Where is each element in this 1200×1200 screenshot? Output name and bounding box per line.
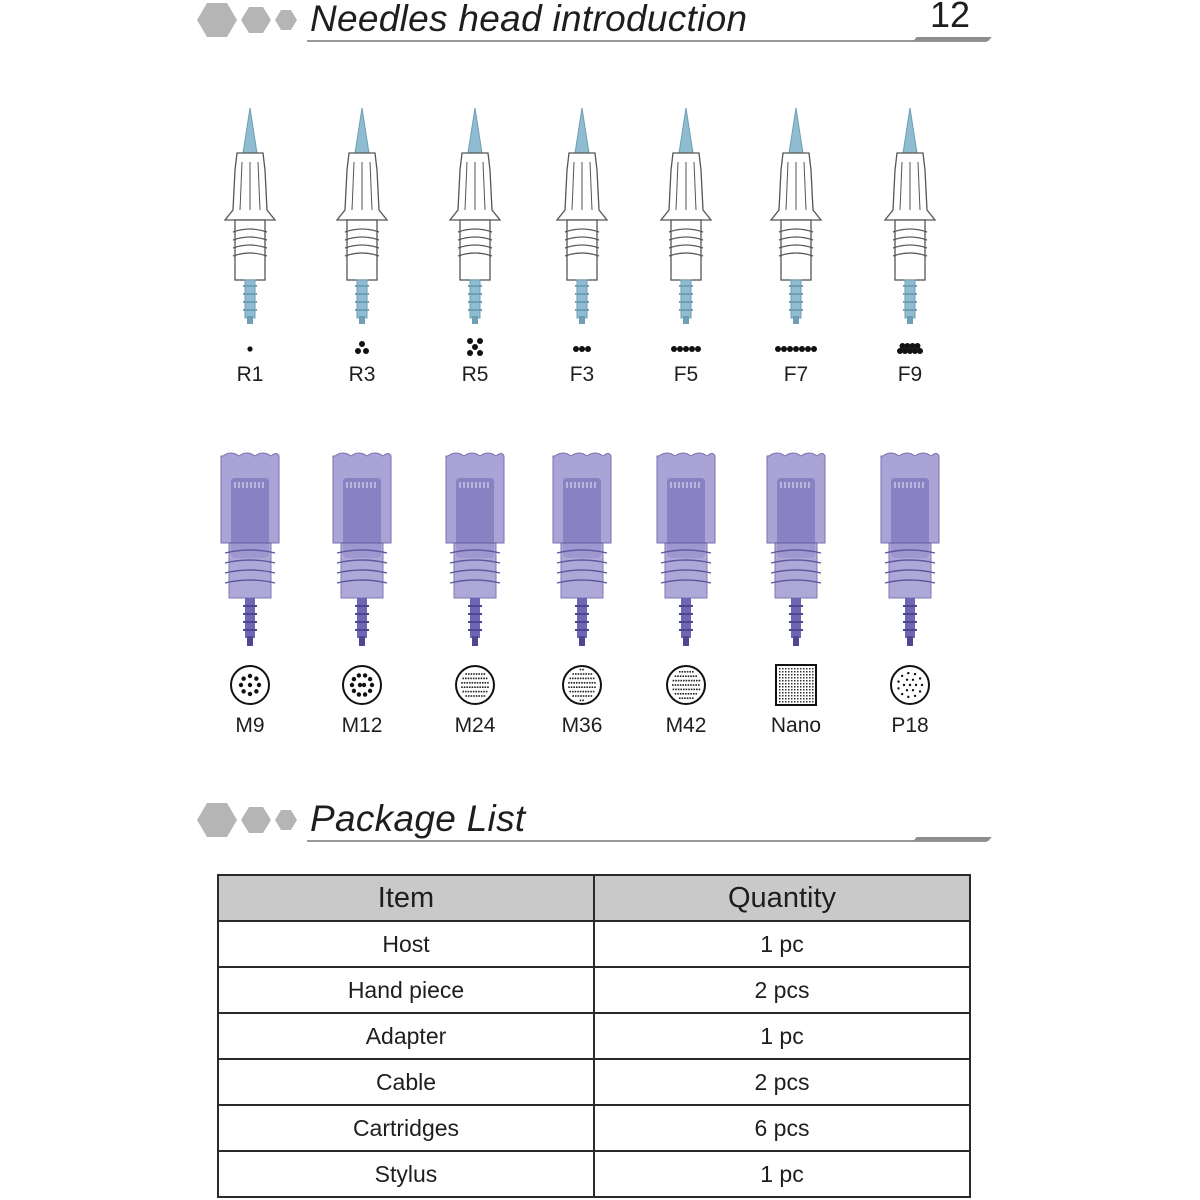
header-rule bbox=[307, 40, 987, 42]
needle-label: F5 bbox=[673, 363, 699, 386]
item-cell: Cable bbox=[218, 1059, 594, 1105]
needle-label: R3 bbox=[348, 363, 376, 386]
page-title: Needles head introduction bbox=[310, 0, 748, 39]
table-row bbox=[218, 1151, 970, 1197]
header-rule bbox=[307, 840, 987, 842]
needle-pattern-icon bbox=[220, 337, 280, 359]
item-cell: Adapter bbox=[218, 1013, 594, 1059]
needle-pattern-icon bbox=[445, 337, 505, 359]
needle-item bbox=[307, 448, 417, 738]
needle-label: M9 bbox=[235, 714, 265, 737]
needle-pattern-icon bbox=[766, 337, 826, 359]
section-header-needles bbox=[195, 0, 995, 50]
needle-label: R5 bbox=[461, 363, 489, 386]
needle-item bbox=[741, 100, 851, 387]
page-number: 12 bbox=[930, 0, 971, 35]
column-header-quantity: Quantity bbox=[594, 875, 970, 921]
needle-cartridge-icon bbox=[875, 448, 945, 648]
quantity-cell: 6 pcs bbox=[594, 1105, 970, 1151]
table-header-row bbox=[218, 875, 970, 921]
quantity-cell: 2 pcs bbox=[594, 967, 970, 1013]
needle-item bbox=[741, 448, 851, 738]
quantity-cell: 1 pc bbox=[594, 1013, 970, 1059]
needle-item bbox=[855, 448, 965, 738]
needle-label: Nano bbox=[770, 714, 822, 737]
header-rule-accent bbox=[913, 837, 991, 841]
needle-pattern-icon bbox=[656, 337, 716, 359]
needle-item bbox=[195, 100, 305, 387]
needle-item bbox=[420, 448, 530, 738]
needle-label: M36 bbox=[561, 714, 603, 737]
needle-item bbox=[631, 100, 741, 387]
needle-label: M12 bbox=[341, 714, 383, 737]
needle-cartridge-icon bbox=[547, 100, 617, 325]
needle-label: M42 bbox=[665, 714, 707, 737]
needle-item bbox=[420, 100, 530, 387]
needle-label: F9 bbox=[897, 363, 923, 386]
quantity-cell: 1 pc bbox=[594, 921, 970, 967]
section-title: Package List bbox=[310, 798, 526, 839]
needle-cartridge-icon bbox=[215, 448, 285, 648]
table-row bbox=[218, 1013, 970, 1059]
needle-item bbox=[527, 100, 637, 387]
hexagon-decoration-icon bbox=[195, 0, 305, 40]
package-table bbox=[217, 874, 971, 1198]
needle-cartridge-icon bbox=[651, 448, 721, 648]
needle-item bbox=[855, 100, 965, 387]
needle-pattern-icon bbox=[450, 660, 500, 710]
needle-label: F3 bbox=[569, 363, 595, 386]
needle-pattern-icon bbox=[225, 660, 275, 710]
needle-cartridge-icon bbox=[761, 448, 831, 648]
table-row bbox=[218, 1105, 970, 1151]
needle-item bbox=[195, 448, 305, 738]
needle-pattern-icon bbox=[332, 337, 392, 359]
section-header-package bbox=[195, 800, 995, 850]
needle-item bbox=[527, 448, 637, 738]
column-header-item: Item bbox=[218, 875, 594, 921]
needle-cartridge-icon bbox=[215, 100, 285, 325]
item-cell: Cartridges bbox=[218, 1105, 594, 1151]
table-row bbox=[218, 1059, 970, 1105]
needle-pattern-icon bbox=[885, 660, 935, 710]
needle-label: R1 bbox=[236, 363, 264, 386]
needle-cartridge-icon bbox=[440, 100, 510, 325]
needle-pattern-icon bbox=[557, 660, 607, 710]
quantity-cell: 2 pcs bbox=[594, 1059, 970, 1105]
header-rule-accent bbox=[913, 37, 991, 41]
needle-cartridge-icon bbox=[761, 100, 831, 325]
needle-cartridge-icon bbox=[875, 100, 945, 325]
needle-item bbox=[307, 100, 417, 387]
quantity-cell: 1 pc bbox=[594, 1151, 970, 1197]
item-cell: Hand piece bbox=[218, 967, 594, 1013]
needle-cartridge-icon bbox=[651, 100, 721, 325]
item-cell: Stylus bbox=[218, 1151, 594, 1197]
table-row bbox=[218, 921, 970, 967]
item-cell: Host bbox=[218, 921, 594, 967]
needle-label: P18 bbox=[891, 714, 929, 737]
needle-item bbox=[631, 448, 741, 738]
hexagon-decoration-icon bbox=[195, 800, 305, 840]
needle-cartridge-icon bbox=[327, 100, 397, 325]
needle-pattern-icon bbox=[771, 660, 821, 710]
table-row bbox=[218, 967, 970, 1013]
needle-label: M24 bbox=[454, 714, 496, 737]
needle-label: F7 bbox=[783, 363, 809, 386]
needle-cartridge-icon bbox=[327, 448, 397, 648]
needle-pattern-icon bbox=[552, 337, 612, 359]
needle-pattern-icon bbox=[880, 337, 940, 359]
needle-cartridge-icon bbox=[547, 448, 617, 648]
needle-cartridge-icon bbox=[440, 448, 510, 648]
needle-pattern-icon bbox=[661, 660, 711, 710]
needle-pattern-icon bbox=[337, 660, 387, 710]
